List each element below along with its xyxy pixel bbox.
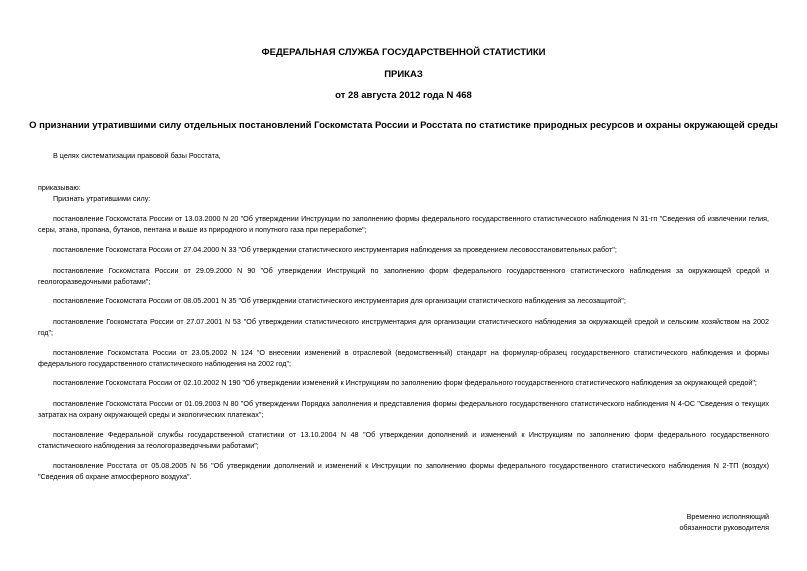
list-item: постановление Федеральной службы государственной статистики от 13.10.2004 N 48 "Об утверждении дополнений и изменений к Инструкциям по заполнению форм федерального государственного статистического наблюдения за геологоразведочными работами"; <box>38 430 769 450</box>
signature-line-1: Временно исполняющий <box>686 512 769 521</box>
document-title: О признании утратившими силу отдельных постановлений Госкомстата России и Росстата по статистике природных ресурсов и охраны окружающей среды <box>29 120 778 131</box>
list-item: постановление Госкомстата России от 01.09.2003 N 80 "Об утверждении Порядка заполнения и представления формы федерального государственного статистического наблюдения N 4-ОС "Сведения о текущих затратах на охрану окружающей среды и экологических платежах"; <box>38 399 769 419</box>
signature-line-2: обязанности руководителя <box>679 523 769 532</box>
list-item: постановление Госкомстата России от 29.09.2000 N 90 "Об утверждении Инструкций по заполнению форм федерального государственного статистического наблюдения за окружающей средой и геологоразведочными работами"; <box>38 266 769 286</box>
list-item: постановление Госкомстата России от 23.05.2002 N 124 "О внесении изменений в отраслевой (ведомственный) стандарт на формуляр-образец государственного статистического наблюдения и формы федерального государственного статистического наблюдения на 2002 год"; <box>38 348 769 368</box>
agency-name: ФЕДЕРАЛЬНАЯ СЛУЖБА ГОСУДАРСТВЕННОЙ СТАТИСТИКИ <box>261 47 546 58</box>
list-item: постановление Госкомстата России от 02.10.2002 N 190 "Об утверждении изменений к Инструкциям по заполнению форм федерального государственного статистического наблюдения за окружающей средой"; <box>53 378 757 387</box>
list-item: постановление Госкомстата России от 27.04.2000 N 33 "Об утверждении статистического инструментария наблюдения за проведением лесовосстановительных работ"; <box>53 245 617 254</box>
list-item: постановление Госкомстата России от 13.03.2000 N 20 "Об утверждении Инструкции по заполнению формы федерального государственного статистического наблюдения N 31-гп "Сведения об извлечении гелия, серы, этана, пропана, бутанов, пентана и выше из природного и попутного газа при переработке"; <box>38 214 769 234</box>
preamble: В целях систематизации правовой базы Росстата, <box>53 151 221 160</box>
doc-date-number: от 28 августа 2012 года N 468 <box>335 90 472 101</box>
order-word: приказываю: <box>38 183 81 192</box>
list-item: постановление Госкомстата России от 27.07.2001 N 53 "Об утверждении статистического инструментария для организации статистического наблюдения за окружающей средой и сельским хозяйством на 2002 год"; <box>38 317 769 337</box>
list-item: постановление Госкомстата России от 08.05.2001 N 35 "Об утверждении статистического инструментария для организации статистического наблюдения за лесозащитой"; <box>53 296 626 305</box>
recognize-text: Признать утратившими силу: <box>53 194 151 203</box>
doc-type: ПРИКАЗ <box>384 69 423 80</box>
list-item: постановление Росстата от 05.08.2005 N 56 "Об утверждении дополнений и изменений к Инструкции по заполнению формы федерального государственного статистического наблюдения N 2-ТП (воздух) "Сведения об охране атмосферного воздуха". <box>38 461 769 481</box>
